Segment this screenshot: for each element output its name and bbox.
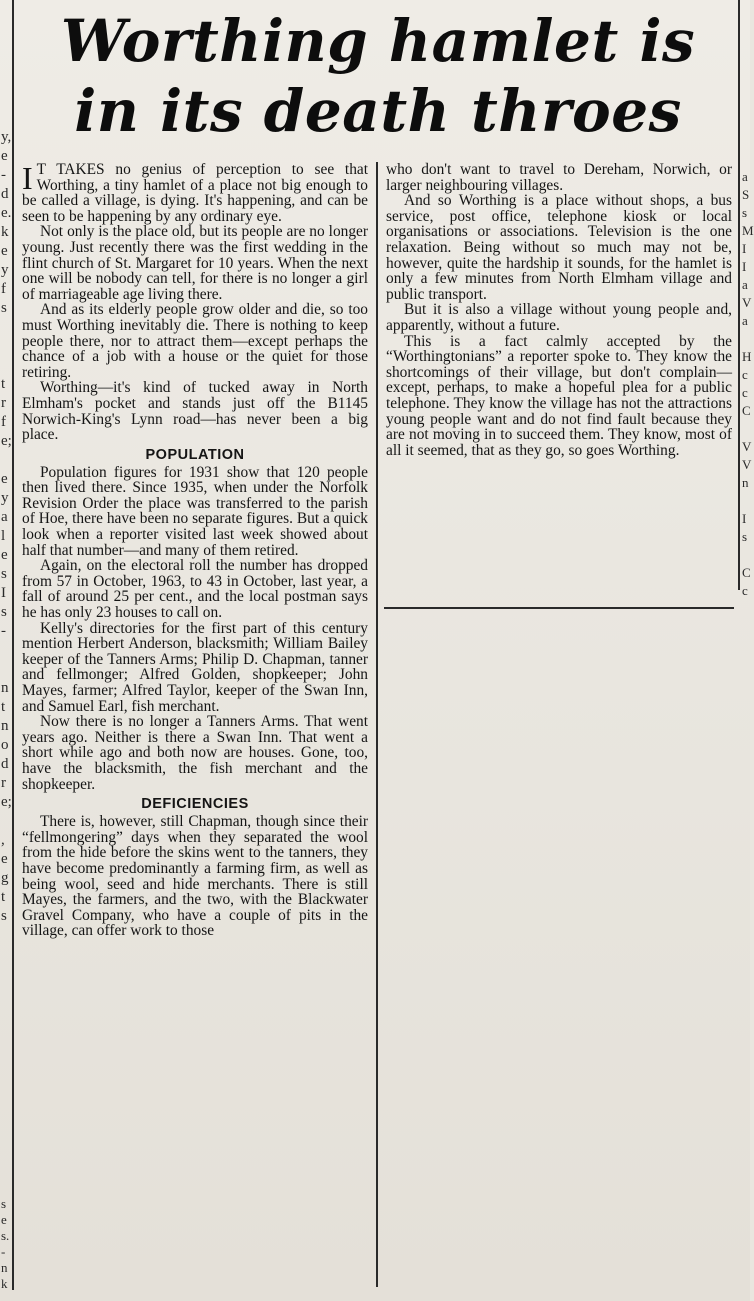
neighbour-column-right: a S s M I I a V a H c c C V V n I s C c [742,169,754,598]
neighbour-column-left: y, e - d e. k e y f s t r f e; e y a l e s I s - n t n o d r e; , e g t s [1,129,12,924]
paragraph: Kelly's directories for the first part of this century mention Herbert Anderson, blacksmith; William Bailey keeper of the Tanners Arms; Philip D. Chapman, tanner and fellmonger; Alfred Golden, shopkeeper; John Mayes, farmer; Alfred Taylor, keeper of the Swan Inn, and Samuel Earl, fish merchant. [22,619,368,715]
paragraph: Worthing—it's kind of tucked away in North Elmham's pocket and stands just off the B1145 Norwich-King's Lynn road—has never been a big place. [22,379,368,444]
paragraph: There is, however, still Chapman, though since their “fellmongering” days when they separated the wool from the hide before the skins went to the tanners, they have become predominantly a farming firm, as well as being wool, seed and hide merchants. There is still Mayes, the farmers, and the two, with the Blackwater Gravel Company, who have a couple of pits in the village, can offer work to those [22,813,368,940]
subhead-deficiencies: DEFICIENCIES [141,796,249,813]
paragraph: Now there is no longer a Tanners Arms. That went years ago. Neither is there a Swan Inn. That went a short while ago and both now are houses. Gone, too, have the blacksmith, the fish merchant and the shopkeeper. [22,713,368,793]
drop-cap: I [22,160,33,196]
paragraph: Population figures for 1931 show that 120 people then lived there. Since 1935, when under the Norfolk Revision Order the place was transferred to the parish of Hoe, there have been no separate figures. But a quick look when a reporter visited last week showed about half that number—and many of them retired. [22,463,368,559]
article-column-1 [22,162,368,1287]
paragraph: And so Worthing is a place without shops, a bus service, post office, telephone kiosk or local organisations or associations. Television is the one relaxation. Being without so much may not be, however, quite the hardship it sounds, for the hamlet is only a few minutes from North Elmham village and public transport. [386,192,732,303]
paragraph: But it is also a village without young people and, apparently, without a future. [386,301,732,334]
article-column-2 [386,162,732,458]
column-rule-middle [376,162,378,1287]
paragraph: I T TAKES no genius of perception to see that Worthing, a tiny hamlet of a place not big enough to be called a village, is dying. It's happening, and can be seen to be happening by any ordinary eye. [22,160,368,225]
subhead-population: POPULATION [145,446,245,463]
neighbour-column-left-bottom: s e s. - n k [1,1196,10,1291]
paragraph: Not only is the place old, but its people are no longer young. Just recently there was the first wedding in the flint church of St. Margaret for 10 years. When the next one will be nobody can tell, for there is no longer a girl of marriageable age living there. [22,223,368,303]
paragraph: This is a fact calmly accepted by the “Worthingtonians” a reporter spoke to. They know the shortcomings of their village, but don't complain—except, perhaps, to make a hopeful plea for a public telephone. They know the village has not the attractions young people want and do not find fault because they are not moving in to succeed them. They know, most of all it seemed, that as they go, so goes Worthing. [386,332,732,459]
paragraph: Again, on the electoral roll the number has dropped from 57 in October, 1963, to 43 in October, last year, a fall of around 25 per cent., and the local postman says he has only 23 houses to call on. [22,557,368,622]
column-rule-left [12,0,14,1290]
paragraph: who don't want to travel to Dereham, Norwich, or larger neighbouring villages. [386,161,732,194]
column-end-rule [384,607,734,609]
column-rule-right [738,0,740,590]
headline [22,6,734,146]
headline-line-1: Worthing hamlet is [60,7,696,75]
paragraph: And as its elderly people grow older and die, so too must Worthing inevitably die. There is nothing to keep people there, nor to attract them—except perhaps the chance of a job with a house or the quiet for those retiring. [22,301,368,381]
headline-line-2: in its death throes [74,77,682,145]
